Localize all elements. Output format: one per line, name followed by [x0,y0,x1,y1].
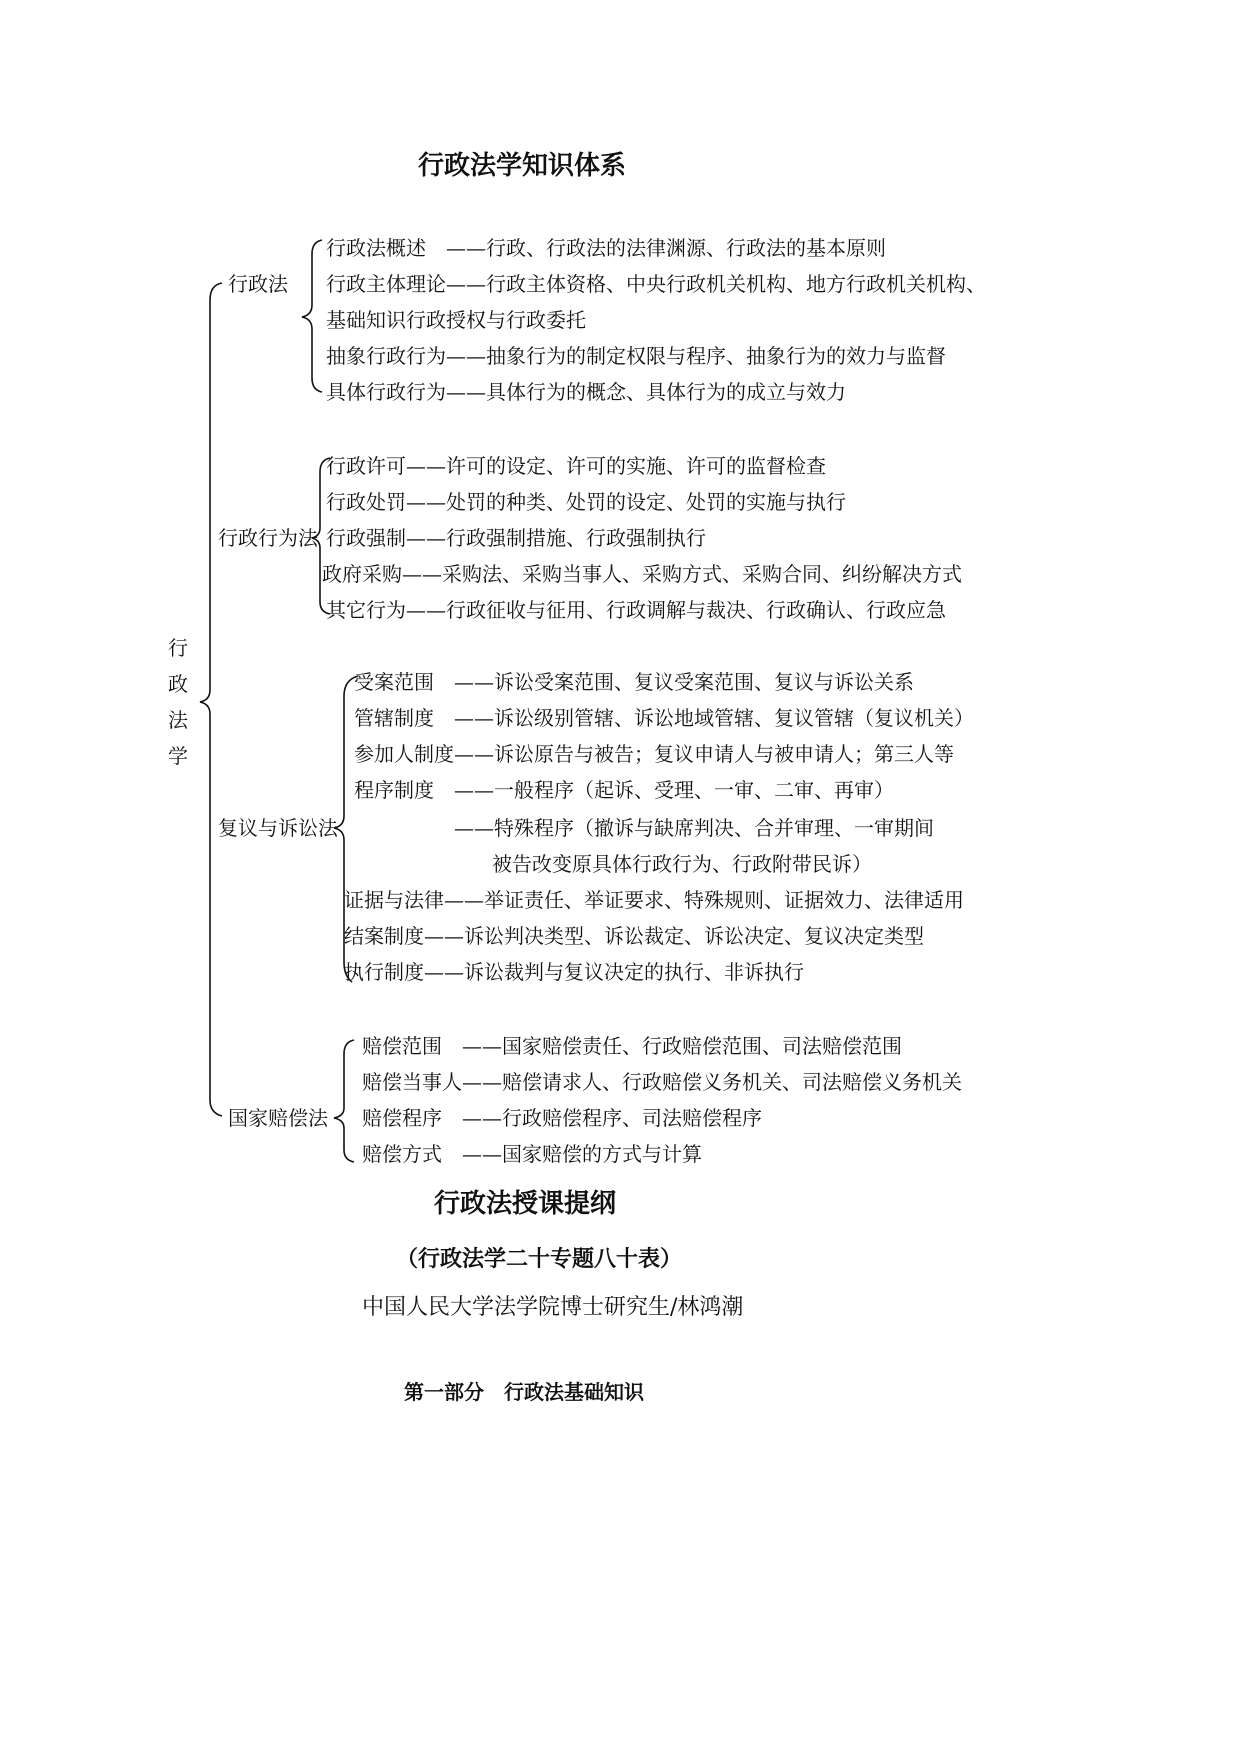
section-line: 被告改变原具体行政行为、行政附带民诉） [492,852,872,876]
section-line: 行政许可——许可的设定、许可的实施、许可的监督检查 [326,454,826,478]
section-line: 行政法概述 ——行政、行政法的法律渊源、行政法的基本原则 [326,236,886,260]
section-line: 赔偿范围 ——国家赔偿责任、行政赔偿范围、司法赔偿范围 [362,1034,902,1058]
section-line: 赔偿方式 ——国家赔偿的方式与计算 [362,1142,702,1166]
section-line: 管辖制度 ——诉讼级别管辖、诉讼地域管辖、复议管辖（复议机关） [354,706,974,730]
section-line: 执行制度——诉讼裁判与复议决定的执行、非诉执行 [344,960,804,984]
section-line: 抽象行政行为——抽象行为的制定权限与程序、抽象行为的效力与监督 [326,344,946,368]
section-label: 国家赔偿法 [228,1106,328,1130]
section-line: ——特殊程序（撤诉与缺席判决、合并审理、一审期间 [454,816,934,840]
section-line: 具体行政行为——具体行为的概念、具体行为的成立与效力 [326,380,846,404]
outline-title: 行政法授课提纲 [434,1189,617,1219]
section-line: 政府采购——采购法、采购当事人、采购方式、采购合同、纠纷解决方式 [322,562,962,586]
outline-author: 中国人民大学法学院博士研究生/林鸿潮 [362,1295,744,1320]
section-line: 行政主体理论——行政主体资格、中央行政机关机构、地方行政机关机构、 [326,272,986,296]
section-line: 赔偿当事人——赔偿请求人、行政赔偿义务机关、司法赔偿义务机关 [362,1070,962,1094]
section-line: 基础知识行政授权与行政委托 [326,308,586,332]
brace-administrative-law [302,240,322,392]
part-heading: 第一部分 行政法基础知识 [404,1380,644,1404]
outline-subtitle: （行政法学二十专题八十表） [396,1247,683,1272]
section-line: 行政强制——行政强制措施、行政强制执行 [326,526,706,550]
section-line: 参加人制度——诉讼原告与被告；复议申请人与被申请人；第三人等 [354,742,954,766]
root-label-char: 法 [168,708,188,732]
section-line: 证据与法律——举证责任、举证要求、特殊规则、证据效力、法律适用 [344,888,964,912]
root-brace [200,283,222,1116]
root-label-char: 行 [168,636,188,660]
section-line: 其它行为——行政征收与征用、行政调解与裁决、行政确认、行政应急 [326,598,946,622]
root-label-char: 政 [168,672,188,696]
section-label: 行政行为法 [218,526,318,550]
brace-state-compensation-law [334,1040,354,1162]
section-label: 行政法 [228,272,288,296]
section-line: 结案制度——诉讼判决类型、诉讼裁定、诉讼决定、复议决定类型 [344,924,924,948]
section-line: 赔偿程序 ——行政赔偿程序、司法赔偿程序 [362,1106,762,1130]
section-label: 复议与诉讼法 [218,816,338,840]
root-label-char: 学 [168,744,188,768]
page-title: 行政法学知识体系 [418,151,627,181]
section-line: 受案范围 ——诉讼受案范围、复议受案范围、复议与诉讼关系 [354,670,914,694]
section-line: 程序制度 ——一般程序（起诉、受理、一审、二审、再审） [354,778,894,802]
section-line: 行政处罚——处罚的种类、处罚的设定、处罚的实施与执行 [326,490,846,514]
